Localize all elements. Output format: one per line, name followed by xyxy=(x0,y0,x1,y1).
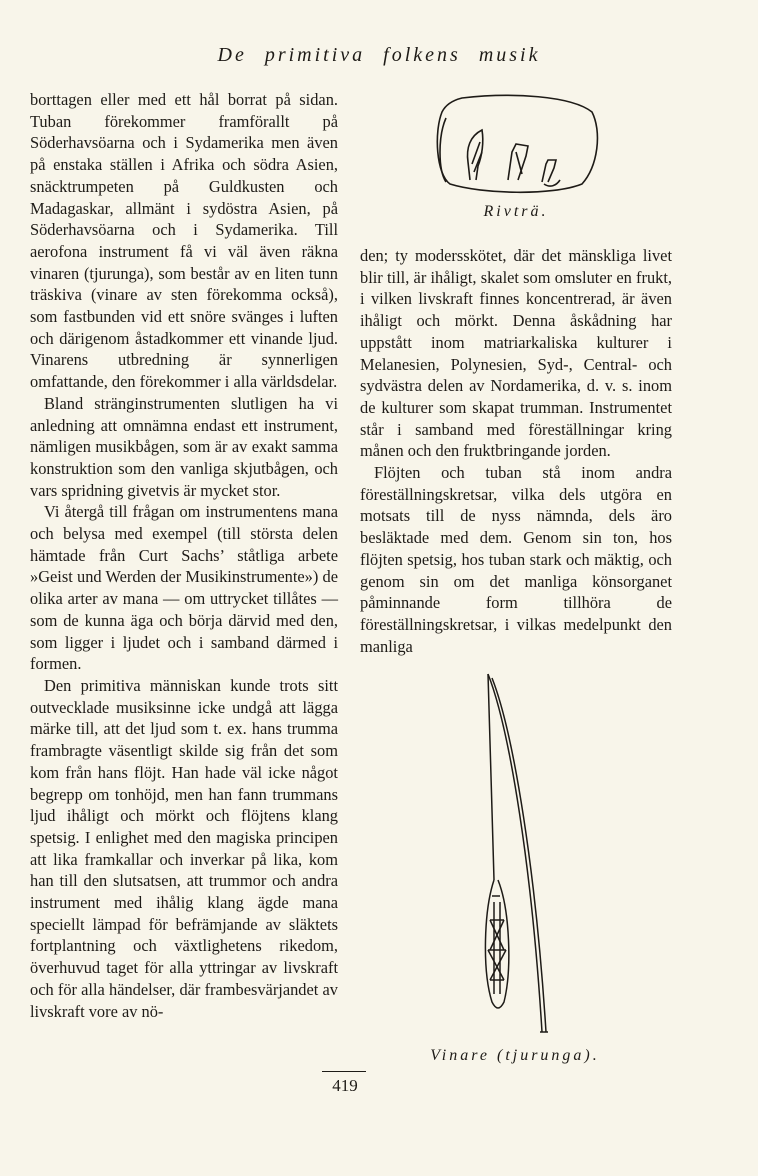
rivtra-caption: Rivträ. xyxy=(483,203,549,220)
vinare-illustration xyxy=(470,670,560,1045)
vinare-caption: Vinare (tjurunga). xyxy=(430,1047,600,1064)
right-paragraph-2: Flöjten och tuban stå inom andra föreställningskretsar, vilka dels utgöra en motsats till de nyss nämnda, dels äro besläktade med dem. Genom sin ton, hos flöjten spetsig, hos tuban stark och mäktig, och genom sin om det manliga könsorganet påminnande form tillhöra de föreställningskretsar, i vilkas medelpunkt den manliga xyxy=(360,463,672,656)
left-paragraph-3: Vi återgå till frågan om instrumentens mana och belysa med exempel (till största delen hämtade från Curt Sachs’ ståtliga arbete »Geist und Werden der Musikinstrumente») de olika arter av mana — om uttrycket tillåtes — som de kunna äga och börja därvid med den, som ligger i ljudet och i samband därmed i formen. xyxy=(30,502,338,674)
left-paragraph-4: Den primitiva människan kunde trots sitt outvecklade musiksinne icke undgå att lägga märke till, att det ljud som t. ex. hans trumma frambragte väsentligt skilde sig från det som kom från hans flöjt. Han hade väl icke något begrepp om tonhöjd, men han fann trummans ljud ihåligt och mörkt och flöjtens klang spetsig. I enlighet med den magiska principen att lika framkallar och inverkar på lika, kom han till den slutsatsen, att trummor och andra instrument med ihålig klang ägde mana speciellt lämpad för befrämjande av släktets fortplantning och växtlighetens rikedom, överhuvud taget för alla yttringar av livskraft och för alla händelser, där frambesvärjandet av livskraft vore av nö- xyxy=(30,675,338,1021)
left-paragraph-2: Bland stränginstrumenten slutligen ha vi anledning att omnämna endast ett instrument, nämligen musikbågen, som är av exakt samma konstruktion som den vanliga skjutbågen, och vars spridning givetvis är mycket stor. xyxy=(30,393,338,500)
left-text-column xyxy=(30,89,338,1022)
right-paragraph-1: den; ty modersskötet, där det mänskliga livet blir till, är ihåligt, skalet som omsluter en frukt, i vilken livskraft finnes koncentrerad, är även ihåligt och mörkt. Denna åskådning har uppstått inom matriarkaliska kulturer i Melanesien, Polynesien, Syd-, Central- och sydvästra delen av Nordamerika, d. v. s. inom de kulturer som skapat trumman. Instrumentet står i samband med föreställningar kring månen och den fruktbringande jorden. xyxy=(360,246,672,461)
page-number: 419 xyxy=(332,1076,358,1095)
left-paragraph-1: borttagen eller med ett hål borrat på sidan. Tuban förekommer framförallt på Söderhavsöarna och i Sydamerika men även på enstaka ställen i Afrika och södra Asien, snäcktrumpeten på Guldkusten och Madagaskar, allmänt i sydöstra Asien, på Söderhavsöarna och i Sydamerika. Till aerofona instrument få vi väl även räkna vinaren (tjurunga), som består av en liten tunn träskiva (vinare av sten förekomma också), som fastbunden vid ett snöre svänges i luften och därigenom åstadkommer ett vinande ljud. Vinarens utbredning är synnerligen omfattande, den förekommer i alla världsdelar. xyxy=(30,90,338,392)
right-text-column xyxy=(360,245,672,657)
rivtra-illustration xyxy=(432,92,600,196)
page-number-rule xyxy=(322,1071,366,1072)
running-head: De primitiva folkens musik xyxy=(217,44,541,66)
